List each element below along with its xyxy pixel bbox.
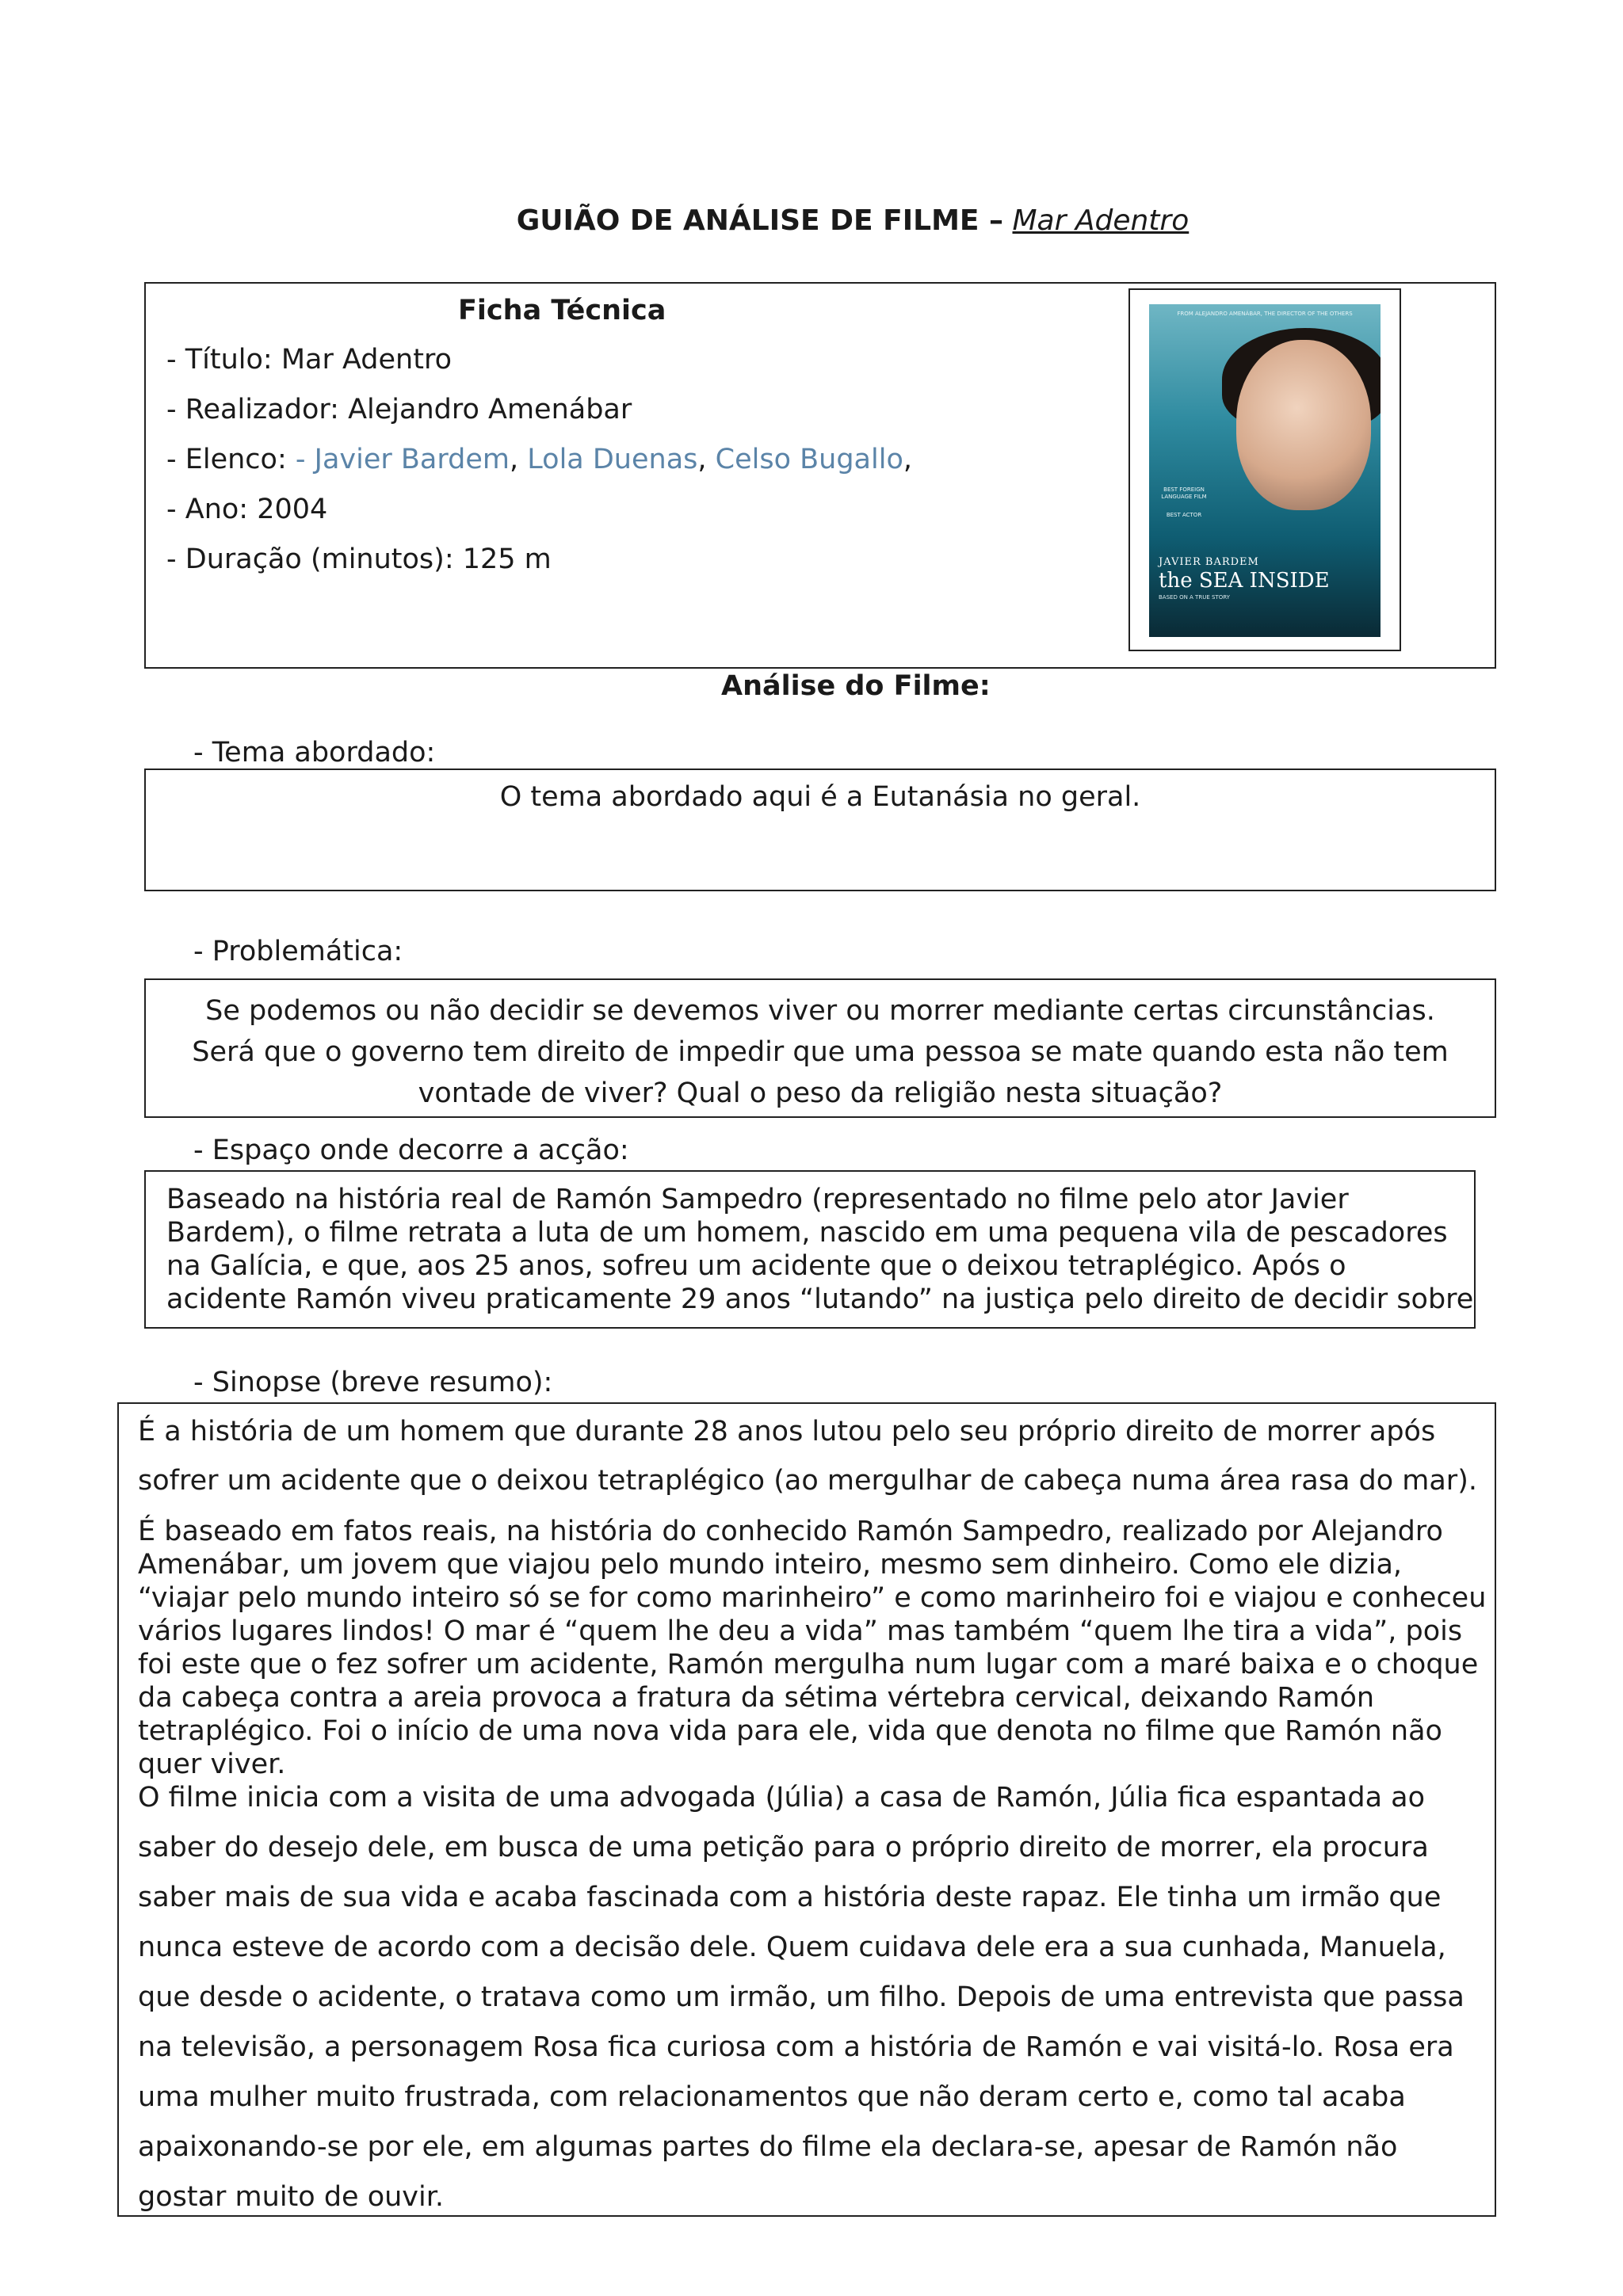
ficha-tecnica-box xyxy=(144,282,1496,669)
poster-award-2: BEST ACTOR xyxy=(1166,512,1202,518)
poster-tagline: BASED ON A TRUE STORY xyxy=(1159,594,1230,601)
problematica-box xyxy=(144,978,1496,1118)
ficha-heading: Ficha Técnica xyxy=(458,295,666,326)
cast-link-celso-bugallo[interactable]: Celso Bugallo xyxy=(715,444,903,475)
tema-box xyxy=(144,769,1496,891)
sinopse-line: O filme inicia com a visita de uma advogada (Júlia) a casa de Ramón, Júlia fica espantada ao xyxy=(138,1782,1426,1814)
problematica-line: Será que o governo tem direito de impedir que uma pessoa se mate quando esta não tem xyxy=(192,1036,1449,1068)
poster-actor: JAVIER BARDEM xyxy=(1159,556,1259,568)
sinopse-label: - Sinopse (breve resumo): xyxy=(193,1367,553,1398)
espaco-line: na Galícia, e que, aos 25 anos, sofreu um acidente que o deixou tetraplégico. Após o xyxy=(166,1250,1346,1282)
sinopse-box xyxy=(117,1402,1496,2217)
sinopse-line: sofrer um acidente que o deixou tetraplégico (ao mergulhar de cabeça numa área rasa do mar). xyxy=(138,1465,1477,1497)
elenco-label: - Elenco: xyxy=(166,444,296,475)
tema-label: - Tema abordado: xyxy=(193,737,436,769)
sinopse-line: nunca esteve de acordo com a decisão dele. Quem cuidava dele era a sua cunhada, Manuela, xyxy=(138,1932,1446,1963)
sinopse-line: É baseado em fatos reais, na história do conhecido Ramón Sampedro, realizado por Alejandro xyxy=(138,1516,1443,1547)
espaco-label: - Espaço onde decorre a acção: xyxy=(193,1135,629,1166)
poster-title: the SEA INSIDE xyxy=(1159,569,1330,593)
analise-heading: Análise do Filme: xyxy=(721,670,991,702)
problematica-line: Se podemos ou não decidir se devemos viver ou morrer mediante certas circunstâncias. xyxy=(205,995,1435,1027)
cast-link-javier-bardem[interactable]: Javier Bardem xyxy=(314,444,510,475)
espaco-box xyxy=(144,1170,1476,1329)
sinopse-line: saber mais de sua vida e acaba fascinada com a história deste rapaz. Ele tinha um irmão que xyxy=(138,1882,1442,1913)
ficha-elenco xyxy=(166,442,912,477)
sinopse-line: “viajar pelo mundo inteiro só se for como marinheiro” e como marinheiro foi e viajou e conheceu xyxy=(138,1582,1487,1614)
elenco-dash: - xyxy=(295,444,315,475)
sinopse-line: saber do desejo dele, em busca de uma petição para o próprio direito de morrer, ela procura xyxy=(138,1832,1429,1863)
sinopse-line: apaixonando-se por ele, em algumas partes do filme ela declara-se, apesar de Ramón não xyxy=(138,2131,1398,2163)
espaco-line: Baseado na história real de Ramón Sampedro (representado no filme pelo ator Javier xyxy=(166,1184,1349,1215)
movie-poster xyxy=(1149,304,1381,637)
cast-sep: , xyxy=(697,444,716,475)
poster-top-line: FROM ALEJANDRO AMENÁBAR, THE DIRECTOR OF THE OTHERS xyxy=(1177,311,1353,317)
title-bold: GUIÃO DE ANÁLISE DE FILME – xyxy=(516,204,1004,237)
sinopse-line: É a história de um homem que durante 28 anos lutou pelo seu próprio direito de morrer após xyxy=(138,1416,1436,1447)
poster-award-1: BEST FOREIGN LANGUAGE FILM xyxy=(1161,486,1207,500)
ficha-ano: - Ano: 2004 xyxy=(166,494,328,525)
ficha-duracao: - Duração (minutos): 125 m xyxy=(166,543,552,575)
poster-face xyxy=(1236,340,1371,510)
sinopse-line: da cabeça contra a areia provoca a fratura da sétima vértebra cervical, deixando Ramón xyxy=(138,1682,1375,1714)
espaco-line: acidente Ramón viveu praticamente 29 anos “lutando” na justiça pelo direito de decidir sobre xyxy=(166,1283,1474,1315)
problematica-line: vontade de viver? Qual o peso da religião nesta situação? xyxy=(418,1077,1223,1109)
sinopse-line: tetraplégico. Foi o início de uma nova vida para ele, vida que denota no filme que Ramón não xyxy=(138,1715,1442,1747)
sinopse-line: uma mulher muito frustrada, com relacionamentos que não deram certo e, como tal acaba xyxy=(138,2081,1406,2113)
ficha-realizador: - Realizador: Alejandro Amenábar xyxy=(166,394,632,425)
page-title xyxy=(0,204,1623,237)
cast-sep: , xyxy=(903,444,913,475)
poster-frame xyxy=(1128,288,1401,651)
sinopse-line: foi este que o fez sofrer um acidente, Ramón mergulha num lugar com a maré baixa e o choque xyxy=(138,1649,1479,1680)
problematica-label: - Problemática: xyxy=(193,936,403,967)
sinopse-line: vários lugares lindos! O mar é “quem lhe deu a vida” mas também “quem lhe tira a vida”, pois xyxy=(138,1615,1463,1647)
sinopse-line: na televisão, a personagem Rosa fica curiosa com a história de Ramón e vai visitá-lo. Rosa era xyxy=(138,2031,1454,2063)
ficha-titulo: - Título: Mar Adentro xyxy=(166,344,452,376)
cast-link-lola-duenas[interactable]: Lola Duenas xyxy=(527,444,698,475)
title-film: Mar Adentro xyxy=(1012,204,1190,237)
sinopse-line: quer viver. xyxy=(138,1749,286,1780)
tema-text: O tema abordado aqui é a Eutanásia no geral. xyxy=(499,781,1141,813)
espaco-line: Bardem), o filme retrata a luta de um homem, nascido em uma pequena vila de pescadores xyxy=(166,1217,1448,1249)
sinopse-line: que desde o acidente, o tratava como um irmão, um filho. Depois de uma entrevista que passa xyxy=(138,1981,1465,2013)
sinopse-line: Amenábar, um jovem que viajou pelo mundo inteiro, mesmo sem dinheiro. Como ele dizia, xyxy=(138,1549,1403,1581)
sinopse-line: gostar muito de ouvir. xyxy=(138,2181,445,2213)
cast-sep: , xyxy=(510,444,528,475)
poster-credits-block xyxy=(1159,607,1371,627)
